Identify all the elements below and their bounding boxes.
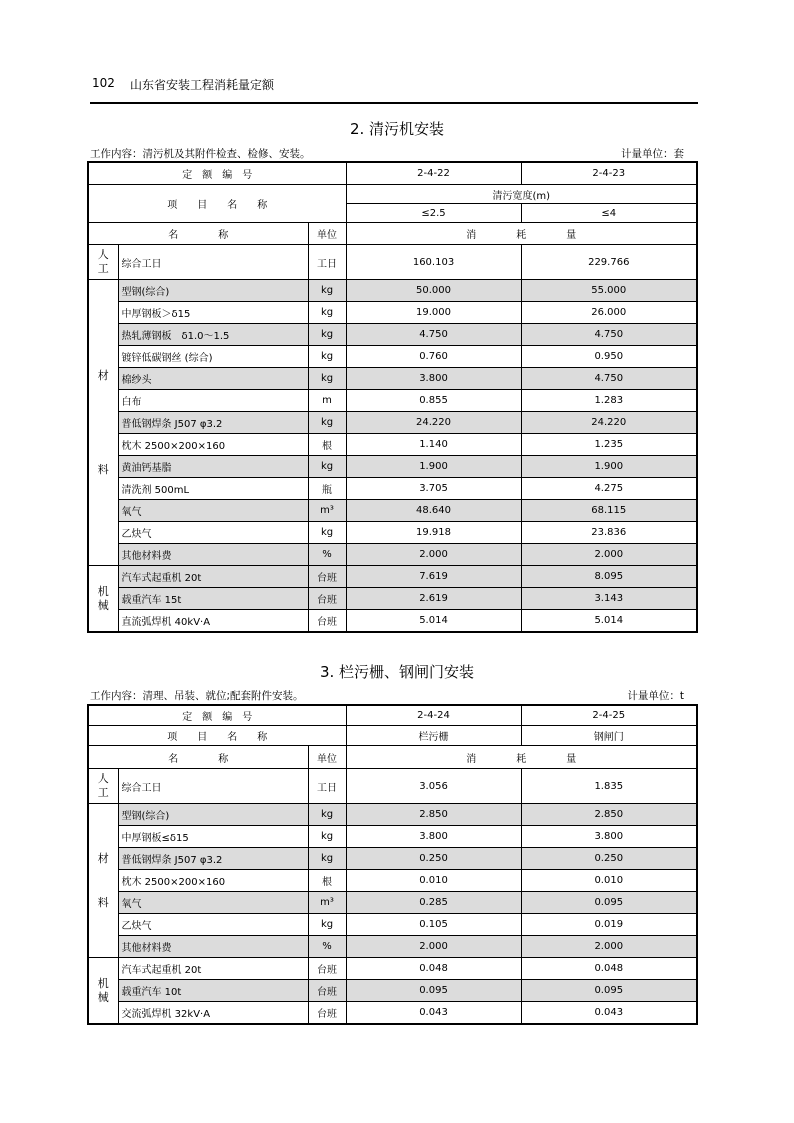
row-unit: m³	[308, 892, 346, 914]
table-row	[88, 769, 697, 804]
row-value-2: 1.283	[521, 390, 697, 412]
row-name: 普低钢焊条 J507 φ3.2	[118, 848, 308, 870]
row-value-2: 0.048	[521, 958, 697, 980]
row-unit: kg	[308, 324, 346, 346]
s2-code-1: 2-4-24	[346, 705, 521, 726]
row-value-2: 5.014	[521, 610, 697, 633]
category-labor: 人 工	[88, 769, 118, 804]
row-value-1: 2.850	[346, 804, 521, 826]
s2-code-2: 2-4-25	[521, 705, 697, 726]
row-value-1: 0.105	[346, 914, 521, 936]
s2-item-1: 栏污栅	[346, 726, 521, 746]
table-row	[88, 478, 697, 500]
row-value-1: 0.095	[346, 980, 521, 1002]
row-name: 热轧薄钢板 δ1.0～1.5	[118, 324, 308, 346]
row-value-1: 0.250	[346, 848, 521, 870]
section2-unit: 计量单位：t	[627, 690, 684, 702]
table-row	[88, 456, 697, 478]
row-value-2: 24.220	[521, 412, 697, 434]
table-row	[88, 848, 697, 870]
row-unit: 根	[308, 870, 346, 892]
category-material-char-2: 料	[97, 462, 109, 476]
section2-table	[87, 704, 698, 1025]
row-value-2: 23.836	[521, 522, 697, 544]
row-value-2: 4.750	[521, 324, 697, 346]
category-labor: 人 工	[88, 245, 118, 280]
row-name: 其他材料费	[118, 544, 308, 566]
row-value-1: 2.619	[346, 588, 521, 610]
row-unit: %	[308, 544, 346, 566]
row-value-1: 2.000	[346, 936, 521, 958]
s1-code-2: 2-4-23	[521, 162, 697, 185]
row-unit: kg	[308, 826, 346, 848]
row-name: 中厚钢板≤δ15	[118, 826, 308, 848]
row-value-2: 4.750	[521, 368, 697, 390]
table-row	[88, 804, 697, 826]
row-value-1: 0.285	[346, 892, 521, 914]
row-value-2: 3.143	[521, 588, 697, 610]
page-number: 102	[92, 76, 115, 90]
row-name: 白布	[118, 390, 308, 412]
row-unit: 工日	[308, 769, 346, 804]
table-row	[88, 544, 697, 566]
row-unit: 工日	[308, 245, 346, 280]
row-value-2: 3.800	[521, 826, 697, 848]
s2-hdr-qty: 消 耗 量	[346, 746, 697, 769]
row-value-2: 229.766	[521, 245, 697, 280]
table-row	[88, 958, 697, 980]
row-name: 黄油钙基脂	[118, 456, 308, 478]
table-row	[88, 980, 697, 1002]
table-row	[88, 302, 697, 324]
row-value-1: 19.918	[346, 522, 521, 544]
row-value-2: 8.095	[521, 566, 697, 588]
row-name: 乙炔气	[118, 522, 308, 544]
row-unit: kg	[308, 522, 346, 544]
row-unit: 台班	[308, 588, 346, 610]
row-unit: kg	[308, 280, 346, 302]
row-unit: 根	[308, 434, 346, 456]
row-value-1: 3.056	[346, 769, 521, 804]
row-unit: kg	[308, 456, 346, 478]
row-value-1: 48.640	[346, 500, 521, 522]
table-row	[88, 914, 697, 936]
row-value-1: 0.760	[346, 346, 521, 368]
category-material	[88, 280, 118, 566]
row-value-2: 2.000	[521, 544, 697, 566]
table-row	[88, 936, 697, 958]
table-row	[88, 280, 697, 302]
row-value-2: 0.095	[521, 892, 697, 914]
section1-table	[87, 161, 698, 633]
page-header	[90, 74, 698, 104]
table-row	[88, 390, 697, 412]
row-value-2: 55.000	[521, 280, 697, 302]
s1-code-1: 2-4-22	[346, 162, 521, 185]
row-name: 普低钢焊条 J507 φ3.2	[118, 412, 308, 434]
row-name: 棉纱头	[118, 368, 308, 390]
row-value-1: 0.043	[346, 1002, 521, 1025]
row-value-2: 2.000	[521, 936, 697, 958]
table-row	[88, 346, 697, 368]
table-row	[88, 368, 697, 390]
row-name: 综合工日	[118, 245, 308, 280]
row-value-1: 24.220	[346, 412, 521, 434]
row-name: 交流弧焊机 32kV·A	[118, 1002, 308, 1025]
row-name: 型钢(综合)	[118, 804, 308, 826]
category-material-char-1: 材	[97, 368, 109, 382]
section1-work-content: 工作内容：清污机及其附件检查、检修、安装。	[90, 148, 311, 160]
s2-hdr-code: 定 额 编 号	[88, 705, 346, 726]
row-name: 枕木 2500×200×160	[118, 434, 308, 456]
row-name: 载重汽车 10t	[118, 980, 308, 1002]
row-value-1: 3.800	[346, 368, 521, 390]
row-value-1: 19.000	[346, 302, 521, 324]
table-row	[88, 434, 697, 456]
section1-title: 2. 清污机安装	[349, 120, 445, 138]
category-material-char-2: 料	[97, 895, 109, 909]
row-name: 汽车式起重机 20t	[118, 958, 308, 980]
row-unit: kg	[308, 804, 346, 826]
table-row	[88, 324, 697, 346]
row-value-2: 0.019	[521, 914, 697, 936]
table-row	[88, 826, 697, 848]
row-unit: 台班	[308, 1002, 346, 1025]
row-unit: kg	[308, 346, 346, 368]
section1-unit: 计量单位：套	[621, 148, 684, 160]
row-value-1: 2.000	[346, 544, 521, 566]
s1-hdr-code: 定 额 编 号	[88, 162, 346, 185]
section2-meta	[90, 688, 698, 702]
row-value-2: 0.250	[521, 848, 697, 870]
row-unit: 台班	[308, 980, 346, 1002]
row-value-1: 7.619	[346, 566, 521, 588]
row-value-1: 3.800	[346, 826, 521, 848]
row-value-1: 0.855	[346, 390, 521, 412]
row-name: 乙炔气	[118, 914, 308, 936]
row-value-2: 1.835	[521, 769, 697, 804]
table-row	[88, 892, 697, 914]
row-value-1: 0.010	[346, 870, 521, 892]
s1-param-label: 清污宽度(m)	[346, 185, 697, 204]
s2-hdr-item: 项 目 名 称	[88, 726, 346, 746]
row-unit: kg	[308, 368, 346, 390]
s1-hdr-qty: 消 耗 量	[346, 223, 697, 245]
row-value-2: 0.095	[521, 980, 697, 1002]
row-value-2: 26.000	[521, 302, 697, 324]
row-value-1: 1.900	[346, 456, 521, 478]
s1-param-1: ≤2.5	[346, 204, 521, 223]
row-value-1: 160.103	[346, 245, 521, 280]
category-machine: 机 械	[88, 958, 118, 1025]
row-unit: kg	[308, 412, 346, 434]
table-row	[88, 412, 697, 434]
s1-param-2: ≤4	[521, 204, 697, 223]
row-name: 载重汽车 15t	[118, 588, 308, 610]
row-unit: kg	[308, 914, 346, 936]
row-value-1: 3.705	[346, 478, 521, 500]
category-material-char-1: 材	[97, 851, 109, 865]
row-unit: %	[308, 936, 346, 958]
table-row	[88, 566, 697, 588]
row-name: 型钢(综合)	[118, 280, 308, 302]
row-unit: 瓶	[308, 478, 346, 500]
row-unit: 台班	[308, 566, 346, 588]
section2-work-content: 工作内容：清理、吊装、就位;配套附件安装。	[90, 690, 304, 702]
table-row	[88, 610, 697, 633]
row-unit: 台班	[308, 958, 346, 980]
row-unit: m	[308, 390, 346, 412]
table-row	[88, 588, 697, 610]
s1-hdr-item: 项 目 名 称	[88, 185, 346, 223]
row-value-2: 4.275	[521, 478, 697, 500]
row-unit: kg	[308, 302, 346, 324]
row-value-1: 50.000	[346, 280, 521, 302]
row-unit: kg	[308, 848, 346, 870]
row-value-1: 0.048	[346, 958, 521, 980]
book-title: 山东省安装工程消耗量定额	[130, 78, 275, 92]
category-material	[88, 804, 118, 958]
row-name: 氧气	[118, 892, 308, 914]
row-name: 镀锌低碳钢丝 (综合)	[118, 346, 308, 368]
s1-hdr-name: 名 称	[88, 223, 308, 245]
section1-meta	[90, 146, 698, 160]
row-unit: m³	[308, 500, 346, 522]
table-row	[88, 245, 697, 280]
section2-title: 3. 栏污栅、钢闸门安装	[319, 663, 475, 681]
row-name: 清洗剂 500mL	[118, 478, 308, 500]
row-value-2: 0.950	[521, 346, 697, 368]
row-value-2: 1.235	[521, 434, 697, 456]
category-machine: 机 械	[88, 566, 118, 633]
row-name: 直流弧焊机 40kV·A	[118, 610, 308, 633]
table-row	[88, 522, 697, 544]
row-value-1: 5.014	[346, 610, 521, 633]
s2-hdr-name: 名 称	[88, 746, 308, 769]
row-name: 汽车式起重机 20t	[118, 566, 308, 588]
table-row	[88, 870, 697, 892]
s2-item-2: 钢闸门	[521, 726, 697, 746]
s1-hdr-unit: 单位	[308, 223, 346, 245]
row-value-1: 4.750	[346, 324, 521, 346]
row-value-2: 68.115	[521, 500, 697, 522]
row-value-2: 0.043	[521, 1002, 697, 1025]
table-row	[88, 500, 697, 522]
row-value-2: 1.900	[521, 456, 697, 478]
row-name: 综合工日	[118, 769, 308, 804]
s2-hdr-unit: 单位	[308, 746, 346, 769]
row-name: 中厚钢板＞δ15	[118, 302, 308, 324]
row-name: 其他材料费	[118, 936, 308, 958]
row-value-1: 1.140	[346, 434, 521, 456]
row-unit: 台班	[308, 610, 346, 633]
row-value-2: 0.010	[521, 870, 697, 892]
row-name: 枕木 2500×200×160	[118, 870, 308, 892]
row-value-2: 2.850	[521, 804, 697, 826]
table-row	[88, 1002, 697, 1025]
row-name: 氧气	[118, 500, 308, 522]
